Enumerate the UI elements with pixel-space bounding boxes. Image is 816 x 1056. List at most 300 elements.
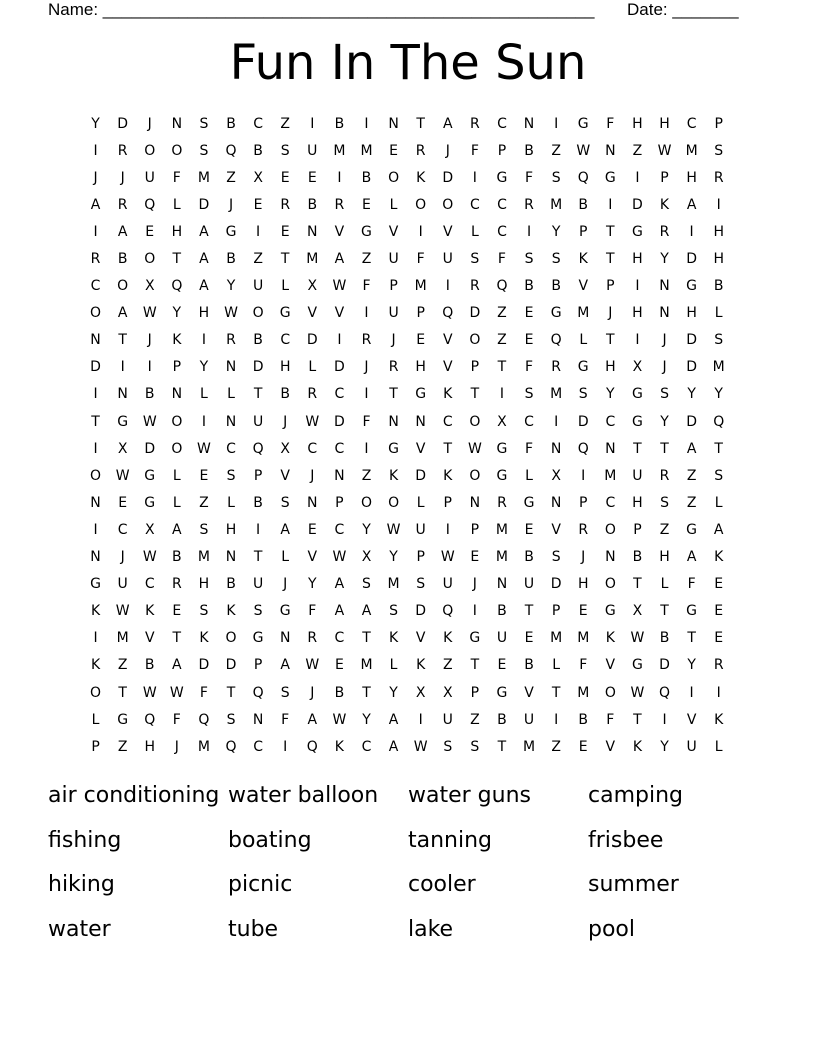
word-bank-item: tube (228, 916, 279, 942)
grid-letter: W (413, 738, 428, 755)
grid-letter: I (93, 630, 98, 647)
grid-letter: I (256, 223, 261, 240)
grid-letter: L (714, 305, 723, 322)
grid-letter: C (226, 440, 236, 457)
grid-letter: I (635, 169, 640, 186)
grid-row (82, 625, 732, 652)
grid-letter: U (144, 169, 155, 186)
grid-letter: I (554, 115, 559, 132)
grid-letter: G (631, 386, 643, 403)
grid-letter: L (227, 494, 235, 511)
grid-letter: O (90, 684, 102, 701)
grid-letter: W (630, 630, 645, 647)
grid-letter: A (90, 196, 101, 213)
grid-letter: C (334, 386, 345, 403)
grid-letter: Y (660, 738, 669, 755)
grid-letter: G (144, 494, 156, 511)
grid-letter: N (415, 413, 426, 430)
grid-letter: W (630, 684, 645, 701)
grid-letter: T (497, 359, 507, 376)
grid-letter: H (632, 115, 643, 132)
grid-letter: I (364, 115, 369, 132)
grid-letter: D (252, 359, 264, 376)
grid-letter: K (145, 603, 155, 620)
grid-letter: Q (713, 413, 725, 430)
grid-letter: E (334, 657, 344, 674)
grid-letter: F (362, 413, 371, 430)
grid-letter: V (442, 332, 453, 349)
grid-letter: Q (171, 278, 183, 295)
grid-letter: S (524, 386, 534, 403)
grid-letter: W (305, 657, 320, 674)
grid-letter: H (198, 305, 210, 322)
grid-letter: S (524, 251, 534, 268)
grid-letter: C (117, 521, 128, 538)
grid-letter: M (577, 684, 590, 701)
grid-letter: O (171, 440, 183, 457)
grid-letter: S (578, 386, 588, 403)
grid-letter: N (523, 115, 535, 132)
grid-letter: H (713, 223, 724, 240)
grid-letter: P (579, 223, 588, 240)
grid-letter: O (388, 169, 400, 186)
grid-letter: D (334, 413, 345, 430)
grid-letter: Y (389, 549, 398, 566)
grid-row (82, 273, 732, 300)
grid-letter: Y (172, 305, 182, 322)
grid-letter: A (388, 711, 399, 728)
grid-letter: B (253, 142, 263, 159)
grid-letter: N (605, 549, 616, 566)
grid-letter: V (280, 467, 290, 484)
grid-letter: W (386, 521, 401, 538)
grid-letter: R (280, 196, 291, 213)
grid-letter: K (605, 630, 615, 647)
grid-letter: A (334, 251, 345, 268)
grid-letter: N (496, 576, 508, 593)
grid-letter: S (226, 467, 236, 484)
grid-letter: X (632, 359, 643, 376)
grid-letter: S (551, 549, 561, 566)
grid-letter: H (171, 223, 183, 240)
grid-letter: R (469, 115, 480, 132)
grid-letter: Y (362, 521, 371, 538)
grid-letter: Q (659, 684, 671, 701)
grid-letter: S (660, 494, 669, 511)
grid-letter: J (472, 576, 477, 593)
word-bank (48, 776, 768, 954)
grid-letter: R (171, 576, 182, 593)
grid-letter: S (199, 115, 209, 132)
grid-letter: V (524, 684, 534, 701)
grid-letter: G (117, 413, 129, 430)
grid-letter: B (551, 278, 561, 295)
grid-letter: O (117, 278, 129, 295)
grid-letter: Q (577, 440, 589, 457)
grid-letter: M (577, 305, 590, 322)
grid-letter: Z (442, 657, 453, 674)
grid-letter: L (579, 332, 588, 349)
grid-letter: D (415, 467, 427, 484)
grid-letter: O (469, 332, 481, 349)
grid-letter: E (172, 603, 182, 620)
grid-letter: D (415, 603, 427, 620)
grid-letter: Z (497, 332, 507, 349)
grid-letter: L (714, 494, 723, 511)
grid-letter: C (605, 413, 616, 430)
grid-letter: J (174, 738, 179, 755)
grid-letter: T (551, 684, 561, 701)
grid-letter: Z (551, 142, 561, 159)
grid-letter: E (524, 332, 534, 349)
grid-letter: X (117, 440, 128, 457)
grid-letter: J (228, 196, 234, 213)
grid-letter: Z (117, 657, 128, 674)
grid-letter: T (660, 440, 669, 457)
grid-letter: I (93, 386, 98, 403)
grid-letter: G (252, 630, 264, 647)
grid-letter: R (659, 223, 670, 240)
grid-letter: E (389, 142, 398, 159)
grid-letter: H (605, 359, 616, 376)
grid-letter: Y (687, 657, 696, 674)
grid-letter: C (90, 278, 101, 295)
grid-letter: F (606, 115, 615, 132)
grid-letter: X (280, 440, 290, 457)
grid-letter: G (469, 630, 481, 647)
grid-letter: D (686, 251, 697, 268)
grid-letter: T (524, 603, 534, 620)
grid-letter: M (360, 657, 373, 674)
grid-letter: T (633, 711, 642, 728)
grid-letter: A (388, 738, 399, 755)
grid-letter: P (389, 278, 398, 295)
grid-letter: U (442, 251, 453, 268)
word-bank-item: water balloon (228, 783, 379, 808)
grid-letter: E (280, 223, 290, 240)
grid-letter: P (253, 467, 263, 484)
grid-letter: J (93, 169, 98, 186)
grid-letter: Q (577, 169, 589, 186)
grid-letter: P (91, 738, 100, 755)
grid-letter: U (442, 576, 453, 593)
grid-letter: O (225, 630, 237, 647)
grid-letter: T (714, 440, 723, 457)
grid-letter: L (91, 711, 100, 728)
grid-letter: K (172, 332, 182, 349)
grid-letter: C (253, 115, 263, 132)
grid-letter: I (554, 413, 559, 430)
grid-letter: M (197, 738, 210, 755)
grid-letter: X (361, 549, 372, 566)
grid-letter: D (334, 359, 345, 376)
grid-letter: D (686, 332, 697, 349)
grid-letter: A (117, 223, 128, 240)
grid-letter: N (659, 278, 670, 295)
grid-letter: H (659, 115, 670, 132)
grid-letter: A (172, 521, 182, 538)
grid-letter: L (660, 576, 669, 593)
grid-letter: O (469, 467, 481, 484)
grid-letter: U (523, 576, 535, 593)
grid-letter: L (227, 386, 235, 403)
grid-letter: V (415, 440, 426, 457)
grid-letter: I (716, 196, 721, 213)
grid-letter: T (633, 576, 642, 593)
grid-letter: C (497, 115, 507, 132)
grid-letter: J (391, 332, 396, 349)
grid-letter: Z (470, 711, 480, 728)
grid-letter: E (524, 521, 534, 538)
grid-letter: A (334, 576, 345, 593)
grid-letter: M (550, 630, 563, 647)
grid-letter: J (310, 467, 315, 484)
grid-letter: W (332, 278, 347, 295)
grid-letter: G (631, 223, 643, 240)
grid-letter: N (550, 440, 562, 457)
grid-letter: H (686, 169, 697, 186)
grid-letter: G (577, 115, 589, 132)
grid-letter: U (252, 278, 264, 295)
grid-letter: B (578, 711, 589, 728)
grid-letter: D (686, 359, 697, 376)
grid-row (82, 245, 732, 272)
grid-letter: M (495, 521, 508, 538)
grid-letter: R (578, 521, 589, 538)
grid-letter: G (686, 603, 698, 620)
grid-letter: E (280, 169, 290, 186)
grid-letter: N (90, 494, 101, 511)
grid-letter: T (280, 251, 290, 268)
grid-letter: A (199, 278, 209, 295)
grid-letter: Y (687, 386, 696, 403)
word-bank-item: camping (588, 783, 683, 808)
word-bank-item: frisbee (588, 827, 664, 853)
grid-letter: B (226, 115, 236, 132)
grid-letter: M (495, 549, 508, 566)
grid-letter: G (604, 603, 616, 620)
grid-letter: E (714, 630, 724, 647)
letter-grid (82, 110, 732, 760)
grid-letter: F (525, 440, 534, 457)
grid-row (82, 300, 732, 327)
grid-letter: Q (442, 305, 454, 322)
grid-letter: T (362, 684, 371, 701)
grid-letter: J (120, 169, 125, 186)
grid-letter: E (524, 630, 534, 647)
grid-letter: R (713, 657, 724, 674)
grid-letter: F (416, 251, 425, 268)
grid-letter: N (550, 494, 562, 511)
grid-letter: R (713, 169, 724, 186)
grid-letter: L (552, 657, 561, 674)
grid-letter: W (224, 305, 238, 322)
grid-letter: M (577, 630, 590, 647)
grid-letter: S (551, 251, 561, 268)
grid-letter: O (415, 196, 427, 213)
grid-letter: L (416, 494, 425, 511)
grid-letter: J (310, 684, 315, 701)
grid-letter: V (307, 549, 318, 566)
grid-letter: C (469, 196, 480, 213)
grid-letter: V (551, 521, 561, 538)
grid-letter: B (524, 657, 534, 674)
grid-letter: Q (252, 440, 264, 457)
grid-letter: N (334, 467, 345, 484)
grid-letter: G (361, 223, 372, 240)
grid-letter: B (226, 576, 236, 593)
grid-row (82, 354, 732, 381)
grid-letter: R (361, 332, 372, 349)
grid-letter: U (442, 711, 453, 728)
word-bank-item: hiking (48, 872, 115, 897)
grid-letter: J (608, 305, 613, 322)
grid-letter: D (632, 196, 643, 213)
grid-letter: Q (144, 196, 156, 213)
grid-letter: E (199, 467, 209, 484)
grid-letter: E (307, 521, 317, 538)
grid-letter: D (659, 657, 670, 674)
grid-letter: M (523, 738, 536, 755)
grid-letter: C (307, 440, 318, 457)
grid-letter: Y (362, 711, 371, 728)
grid-letter: O (90, 305, 102, 322)
grid-letter: G (496, 440, 508, 457)
grid-letter: C (334, 630, 345, 647)
grid-letter: T (606, 332, 615, 349)
grid-letter: E (714, 576, 724, 593)
grid-letter: T (416, 115, 425, 132)
grid-letter: H (415, 359, 426, 376)
name-field: Name: ____________________________________________________ (48, 0, 595, 19)
grid-letter: G (496, 169, 508, 186)
grid-letter: K (714, 711, 724, 728)
grid-letter: A (334, 603, 345, 620)
grid-letter: I (418, 223, 423, 240)
grid-letter: Q (496, 278, 508, 295)
grid-letter: K (443, 386, 453, 403)
grid-letter: N (252, 711, 264, 728)
grid-letter: B (226, 251, 236, 268)
grid-letter: R (551, 359, 561, 376)
grid-letter: Y (199, 359, 209, 376)
grid-letter: S (416, 576, 426, 593)
grid-letter: G (144, 467, 156, 484)
grid-letter: E (578, 603, 588, 620)
grid-letter: K (334, 738, 344, 755)
grid-letter: W (332, 549, 347, 566)
grid-letter: E (416, 332, 426, 349)
grid-letter: L (470, 223, 479, 240)
grid-letter: B (578, 196, 589, 213)
grid-letter: C (497, 196, 507, 213)
grid-letter: O (90, 467, 102, 484)
grid-letter: X (442, 684, 453, 701)
grid-letter: J (445, 142, 450, 159)
grid-letter: C (361, 738, 372, 755)
grid-letter: F (172, 169, 181, 186)
grid-letter: Z (226, 169, 236, 186)
grid-letter: R (307, 630, 318, 647)
grid-letter: N (225, 413, 237, 430)
grid-letter: B (307, 196, 318, 213)
grid-letter: H (632, 251, 643, 268)
grid-letter: K (632, 738, 643, 755)
grid-letter: T (443, 440, 453, 457)
grid-letter: S (362, 576, 371, 593)
grid-letter: B (524, 278, 534, 295)
grid-letter: A (280, 521, 290, 538)
grid-letter: O (604, 684, 616, 701)
grid-letter: B (524, 549, 534, 566)
grid-letter: P (714, 115, 723, 132)
grid-letter: A (686, 196, 697, 213)
grid-letter: S (660, 386, 669, 403)
grid-letter: M (414, 278, 427, 295)
grid-letter: V (334, 223, 345, 240)
grid-letter: D (90, 359, 101, 376)
grid-letter: G (686, 278, 698, 295)
grid-letter: T (172, 251, 182, 268)
grid-letter: E (118, 494, 128, 511)
grid-letter: I (608, 196, 613, 213)
grid-letter: T (606, 251, 615, 268)
grid-letter: T (226, 684, 236, 701)
grid-letter: Q (252, 684, 264, 701)
grid-letter: I (635, 332, 640, 349)
grid-letter: I (93, 223, 98, 240)
grid-letter: C (524, 413, 534, 430)
grid-letter: K (90, 657, 101, 674)
grid-letter: M (306, 251, 319, 268)
grid-letter: B (144, 657, 155, 674)
grid-letter: M (360, 142, 373, 159)
grid-letter: B (713, 278, 724, 295)
grid-row (82, 516, 732, 543)
grid-letter: F (579, 657, 588, 674)
grid-letter: I (662, 711, 667, 728)
grid-letter: R (90, 251, 101, 268)
grid-row (82, 110, 732, 137)
grid-letter: A (442, 115, 453, 132)
grid-letter: I (581, 467, 586, 484)
grid-letter: I (445, 278, 450, 295)
grid-letter: V (388, 223, 399, 240)
grid-letter: G (686, 521, 698, 538)
grid-letter: R (226, 332, 236, 349)
grid-letter: N (171, 115, 183, 132)
grid-letter: N (605, 440, 616, 457)
grid-letter: U (388, 305, 399, 322)
grid-letter: S (253, 603, 263, 620)
grid-letter: V (578, 278, 589, 295)
grid-letter: A (307, 711, 318, 728)
grid-letter: B (117, 251, 128, 268)
grid-letter: O (388, 494, 400, 511)
grid-letter: M (197, 169, 210, 186)
grid-letter: P (579, 494, 588, 511)
grid-letter: I (472, 603, 477, 620)
grid-letter: O (360, 494, 372, 511)
grid-letter: C (605, 494, 616, 511)
grid-letter: N (90, 332, 101, 349)
grid-letter: M (550, 196, 563, 213)
grid-letter: F (281, 711, 290, 728)
grid-letter: L (308, 359, 317, 376)
grid-letter: U (415, 521, 426, 538)
grid-letter: R (117, 196, 128, 213)
page-title: Fun In The Sun (229, 35, 587, 91)
